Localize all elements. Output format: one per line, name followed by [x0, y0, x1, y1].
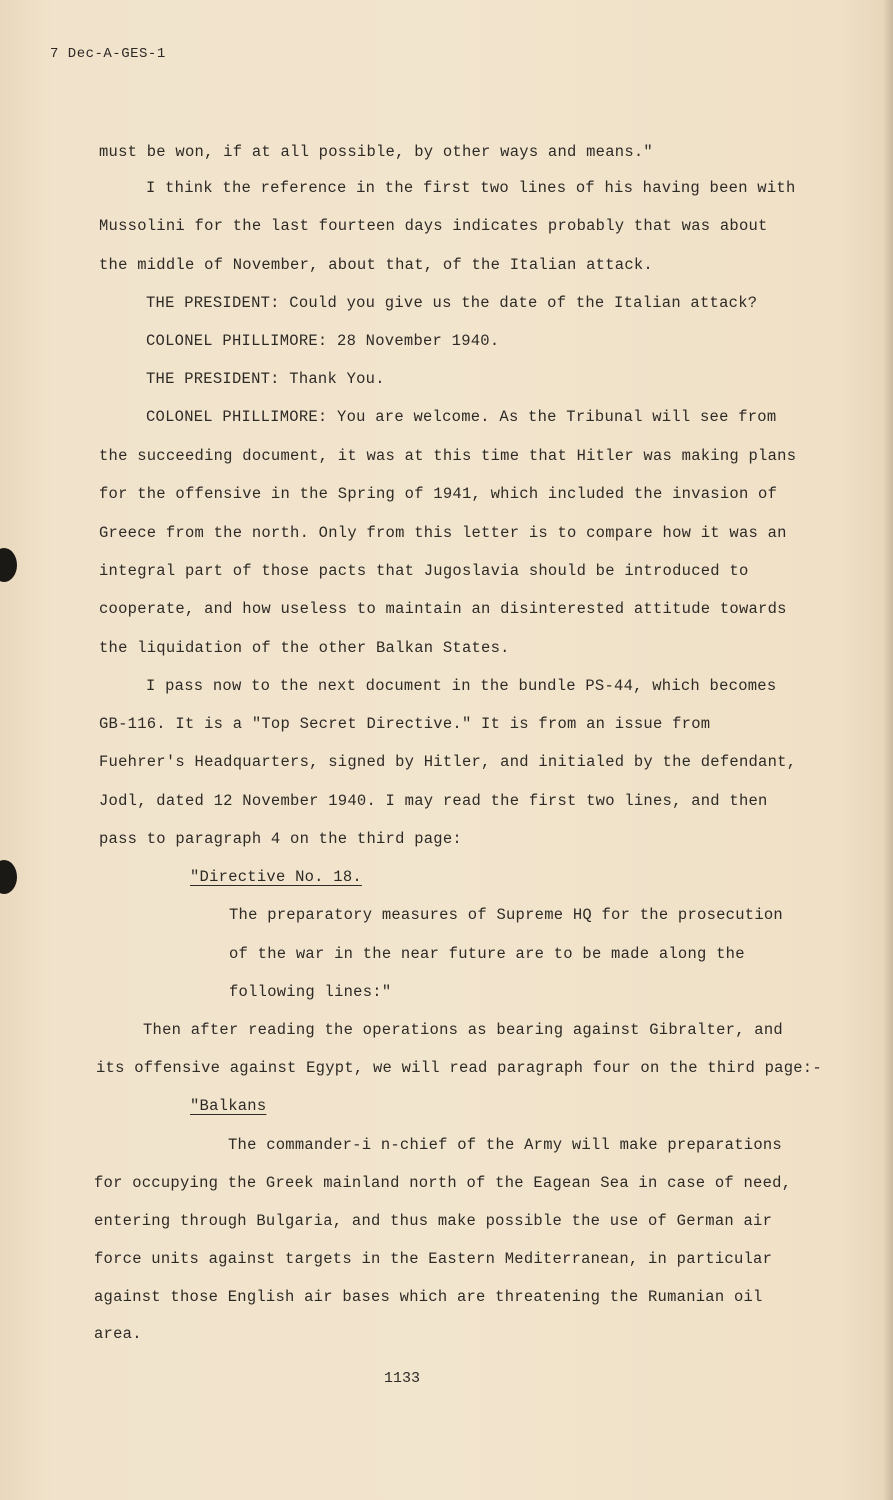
- text-line: The commander-i n-chief of the Army will make preparations: [228, 1136, 782, 1154]
- text-line: for the offensive in the Spring of 1941, which included the invasion of: [99, 485, 778, 503]
- text-line: I think the reference in the first two lines of his having been with: [146, 179, 796, 197]
- text-line: its offensive against Egypt, we will read paragraph four on the third page:-: [96, 1059, 822, 1077]
- text-line: THE PRESIDENT: Thank You.: [146, 370, 385, 388]
- text-line: integral part of those pacts that Jugoslavia should be introduced to: [99, 562, 749, 580]
- text-line: Mussolini for the last fourteen days indicates probably that was about: [99, 217, 768, 235]
- text-line: against those English air bases which are threatening the Rumanian oil: [94, 1288, 763, 1306]
- quoted-line: of the war in the near future are to be made along the: [229, 945, 745, 963]
- page-number: 1133: [384, 1370, 421, 1387]
- quoted-line: following lines:": [229, 983, 392, 1001]
- text-line: the liquidation of the other Balkan States.: [99, 639, 510, 657]
- text-line: Greece from the north. Only from this letter is to compare how it was an: [99, 524, 787, 542]
- text-line: GB-116. It is a "Top Secret Directive." It is from an issue from: [99, 715, 711, 733]
- text-line: pass to paragraph 4 on the third page:: [99, 830, 462, 848]
- text-line: Fuehrer's Headquarters, signed by Hitler, and initialed by the defendant,: [99, 753, 797, 771]
- text-line: COLONEL PHILLIMORE: 28 November 1940.: [146, 332, 500, 350]
- binder-hole: [0, 548, 17, 582]
- text-line: I pass now to the next document in the bundle PS-44, which becomes: [146, 677, 777, 695]
- text-line: entering through Bulgaria, and thus make possible the use of German air: [94, 1212, 773, 1230]
- document-header: 7 Dec-A-GES-1: [50, 46, 166, 62]
- balkans-heading: "Balkans: [190, 1097, 267, 1115]
- text-line: the succeeding document, it was at this time that Hitler was making plans: [99, 447, 797, 465]
- text-line: Then after reading the operations as bearing against Gibralter, and: [143, 1021, 783, 1039]
- page-edge-shadow: [883, 0, 893, 1500]
- text-line: must be won, if at all possible, by other ways and means.": [99, 143, 653, 161]
- directive-title: "Directive No. 18.: [190, 868, 362, 886]
- text-line: for occupying the Greek mainland north of the Eagean Sea in case of need,: [94, 1174, 792, 1192]
- text-line: the middle of November, about that, of the Italian attack.: [99, 256, 653, 274]
- quoted-line: The preparatory measures of Supreme HQ for the prosecution: [229, 906, 783, 924]
- text-line: force units against targets in the Eastern Mediterranean, in particular: [94, 1250, 773, 1268]
- text-line: area.: [94, 1325, 142, 1343]
- binder-hole: [0, 860, 17, 894]
- text-line: THE PRESIDENT: Could you give us the date of the Italian attack?: [146, 294, 758, 312]
- text-line: Jodl, dated 12 November 1940. I may read the first two lines, and then: [99, 792, 768, 810]
- text-line: cooperate, and how useless to maintain an disinterested attitude towards: [99, 600, 787, 618]
- text-line: COLONEL PHILLIMORE: You are welcome. As the Tribunal will see from: [146, 408, 777, 426]
